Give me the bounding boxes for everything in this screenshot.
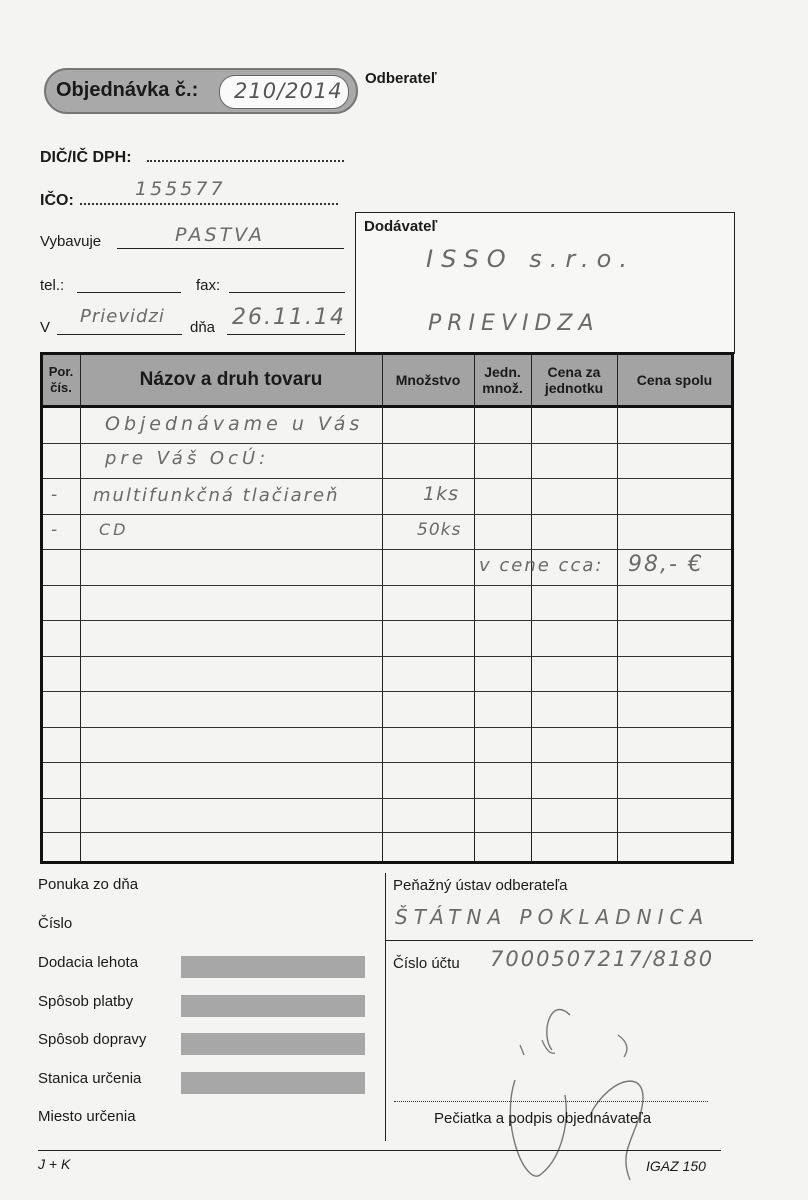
date-field[interactable] [227, 334, 345, 335]
destination-station-field[interactable] [181, 1072, 365, 1094]
city-field[interactable] [57, 334, 182, 335]
supplier-label: Dodávateľ [364, 218, 438, 235]
column-divider [617, 355, 618, 861]
offer-date-label: Ponuka zo dňa [38, 876, 139, 893]
bank-value: ŠTÁTNA POKLADNICA [395, 905, 710, 929]
order-number-value: 210/2014 [234, 79, 343, 103]
city-label: V [40, 319, 51, 336]
issued-by-value: PASTVA [175, 224, 265, 246]
row5-unit-price: v cene cca: [479, 555, 604, 576]
supplier-city: PRIEVIDZA [428, 311, 600, 336]
delivery-term-field[interactable] [181, 956, 365, 978]
row-divider [43, 727, 731, 728]
row-divider [43, 798, 731, 799]
transport-method-field[interactable] [181, 1033, 365, 1055]
payment-method-label: Spôsob platby [38, 993, 134, 1010]
row-divider [43, 620, 731, 621]
dic-label: DIČ/IČ DPH: [40, 149, 132, 166]
bottom-rule [38, 1150, 721, 1151]
destination-station-label: Stanica určenia [38, 1070, 142, 1087]
column-divider [382, 355, 383, 861]
row-divider [43, 478, 731, 479]
row-divider [43, 514, 731, 515]
account-value: 7000507217/8180 [490, 947, 715, 971]
row3-por: - [51, 485, 61, 505]
row-divider [43, 762, 731, 763]
form-code-left: J + K [38, 1156, 71, 1172]
supplier-box [355, 212, 735, 354]
tel-label: tel.: [40, 277, 65, 294]
row1-name: Objednávame u Vás [105, 413, 364, 435]
row-divider [43, 585, 731, 586]
row4-qty: 50ks [417, 520, 462, 540]
offer-number-label: Číslo [38, 915, 73, 932]
account-label: Číslo účtu [393, 955, 460, 972]
ico-value: 155577 [135, 178, 226, 200]
signature-line[interactable] [394, 1101, 708, 1102]
destination-place-label: Miesto určenia [38, 1108, 136, 1125]
dic-field[interactable] [147, 160, 344, 162]
order-label: Objednávka č.: [56, 79, 199, 101]
header-unit: Jedn. množ. [482, 364, 523, 396]
order-items-table [40, 352, 734, 864]
fax-label: fax: [196, 277, 221, 294]
issued-by-field[interactable] [117, 248, 344, 249]
header-qty: Množstvo [395, 372, 461, 388]
tel-field[interactable] [77, 292, 181, 293]
supplier-name: ISSO s.r.o. [426, 245, 635, 273]
payment-method-field[interactable] [181, 995, 365, 1017]
header-unit-price: Cena za jednotku [544, 364, 604, 396]
ico-label: IČO: [40, 192, 74, 209]
delivery-term-label: Dodacia lehota [38, 954, 139, 971]
row-divider [43, 549, 731, 550]
transport-method-label: Spôsob dopravy [38, 1031, 147, 1048]
row-divider [43, 691, 731, 692]
order-number-box [44, 68, 358, 114]
form-code-right: IGAZ 150 [646, 1158, 706, 1174]
signature-label: Pečiatka a podpis objednávateľa [434, 1110, 652, 1127]
bank-underline [385, 940, 753, 941]
row4-name: CD [99, 520, 129, 539]
column-divider [531, 355, 532, 861]
issued-by-label: Vybavuje [40, 233, 102, 250]
footer-divider [385, 873, 386, 1141]
header-por: Por. čís. [48, 364, 74, 395]
date-value: 26.11.14 [232, 305, 346, 330]
fax-field[interactable] [229, 292, 345, 293]
row3-name: multifunkčná tlačiareň [93, 485, 340, 506]
row4-por: - [51, 520, 61, 540]
table-header [43, 355, 731, 408]
handwritten-signature [440, 975, 690, 1185]
city-value: Prievidzi [80, 306, 165, 327]
row2-name: pre Váš OcÚ: [105, 448, 270, 469]
column-divider [80, 355, 81, 861]
column-divider [474, 355, 475, 861]
row-divider [43, 832, 731, 833]
header-name: Názov a druh tovaru [139, 369, 323, 390]
ico-field[interactable] [80, 203, 338, 205]
bank-label: Peňažný ústav odberateľa [393, 877, 568, 894]
date-label: dňa [190, 319, 216, 336]
customer-label: Odberateľ [365, 70, 437, 87]
order-number-field[interactable] [219, 75, 349, 109]
row5-total: 98,- € [628, 552, 704, 577]
header-total: Cena spolu [636, 372, 713, 388]
row-divider [43, 443, 731, 444]
row-divider [43, 656, 731, 657]
row3-qty: 1ks [423, 483, 459, 505]
